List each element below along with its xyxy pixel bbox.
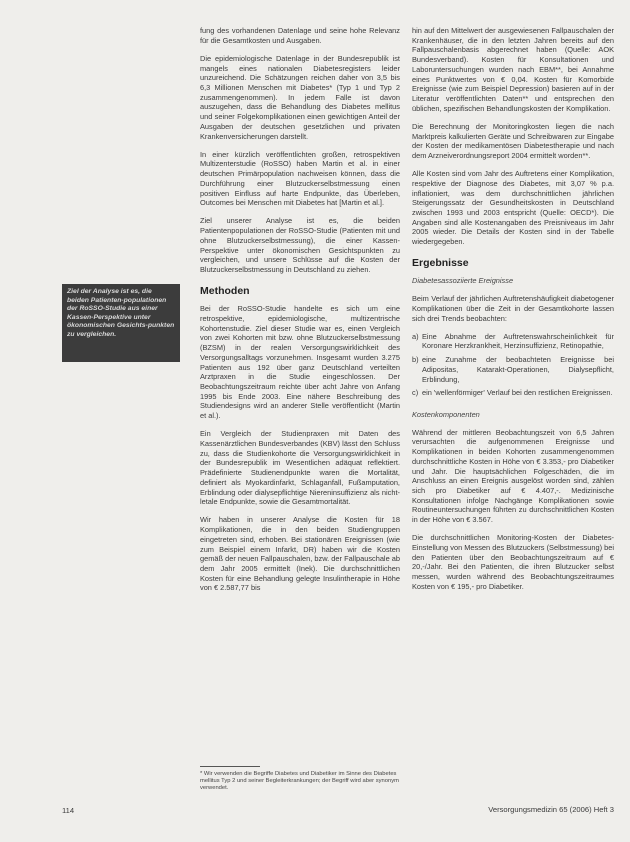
right-paragraph-2: Die Berechnung der Monitoringkosten liegen die nach Marktpreis kalkulierten Geräte und Schreibwaren zur Eingabe der Kosten der medikamentösen Diabetestherapie und nach dem Arzneiverordnungsreport 2004 ermittelt worden**.	[412, 121, 614, 160]
list-item-text: ein 'wellenförmiger' Verlauf bei den restlichen Ereignissen.	[422, 388, 613, 398]
subheading-cost-components: Kostenkomponenten	[412, 410, 480, 419]
right-column	[412, 26, 614, 591]
page-number: 114	[62, 806, 75, 815]
journal-footer: Versorgungsmedizin 65 (2006) Heft 3	[488, 805, 614, 814]
right-paragraph-3: Alle Kosten sind vom Jahr des Auftretens einer Komplikation, respektive der Diagnose des Diabetes, mit 3,07 % p.a. inflationiert, was dem durchschnittlichen jährlichen Steigerungssatz der Gesundheitskosten in Deutschland zwischen 1993 und 2003 entspricht (Quelle: OECD*). Die Angaben sind alle Kostenangaben des Preisniveaus im Jahr 2005 wieder. Die Details der Kosten sind in der Tabelle wiedergegeben.	[412, 169, 614, 247]
heading-methoden: Methoden	[200, 284, 250, 297]
left-paragraph-1: fung des vorhandenen Datenlage und seine hohe Relevanz für die Gesamtkosten und Ausgaben.	[200, 26, 400, 45]
left-paragraph-7: Wir haben in unserer Analyse die Kosten für 18 Komplikationen, die in den beiden Studiengruppen eingetreten sind, erhoben. Bei stationären Ereignissen (wie zum Beispiel einem Infarkt, DR) haben wir die Kosten gemäß der neuen Fallpauschalen, bzw. der Fallpauschale ab dem Jahr 2005 ermittelt (Inek). Die durchschnittlichen Kosten für eine Behandlung gelegte Insulintherapie in Höhe von € 2.587,77 bis	[200, 515, 400, 593]
list-item-text: Eine Abnahme der Auftretenswahrscheinlichkeit für Koronare Herzkrankheit, Herzinsuffizienz, Retinopathie,	[422, 331, 614, 351]
list-item	[412, 332, 614, 351]
list-marker: b)	[412, 355, 419, 365]
left-column	[200, 26, 400, 593]
right-paragraph-6: Die durchschnittlichen Monitoring-Kosten der Diabetes-Einstellung von Messen des Blutzuckers (Selbstmessung) bei den Patienten über den Beobachtungszeitraum auf € 20,-/Jahr. Bei den Patienten, die ihren Blutzucker selbst messen, wurden während des Beobachtungszeitraumes Kosten von € 195,- pro Diabetiker.	[412, 533, 614, 591]
sidebar-callout	[62, 284, 180, 362]
left-paragraph-6: Ein Vergleich der Studienpraxen mit Daten des Kassenärztlichen Bundesverbandes (KBV) lässt den Schluss zu, dass die Studienkohorte die Versorgungswirklichkeit in der Bundesrepublik im Wesentlichen adäquat reflektiert. Prädefinierte Studienendpunkte waren die Mortalität, definiert als Myokardinfarkt, Schlaganfall, Fußamputation, Erblindung oder dialysepflichtige Niereninsuffizienz als nicht-letale Endpunkte, sowie die Gesamtmortalität.	[200, 429, 400, 507]
right-paragraph-4: Beim Verlauf der jährlichen Auftretenshäufigkeit diabetogener Komplikationen über die Zeit in der Gesamtkohorte lassen sich drei Trends beobachten:	[412, 294, 614, 323]
left-paragraph-3: In einer kürzlich veröffentlichten großen, retrospektiven Multizenterstudie (RoSSO) haben Martin et al. in einer deutschen Primärpopulation nachweisen können, dass die Durchführung einer Blutzuckerselbstmessung einen positiven Einfluss auf harte Endpunkte, das Überleben, Outcomes bei Menschen mit Diabetes hat [Martin et al.].	[200, 149, 400, 208]
list-item-text: eine Zunahme der beobachteten Ereignisse bei Adipositas, Katarakt-Operationen, Dialysepflicht, Erblindung,	[422, 355, 614, 384]
list-marker: c)	[412, 388, 419, 398]
right-paragraph-1: hin auf den Mittelwert der ausgewiesenen Fallpauschalen der Krankenhäuser, die in den letzten Jahren bereits auf den Fallpauschalenbasis abgerechnet haben (Quelle: AOK Bundesverband). Kosten für Konsultationen und Laboruntersuchungen wurden nach EBM**, bei Annahme eines Punktwertes von € 0,04. Kosten für Komorbide Ereignisse (wie zum Beispiel Depression) basieren auf in der Literatur veröffentlichten Daten** und entsprechen den üblichen, spezifischen Behandlungskosten der Komplikation.	[412, 26, 614, 113]
left-paragraph-2: Die epidemiologische Datenlage in der Bundesrepublik ist mangels eines nationalen Diabetesregisters leider unzureichend. Die Schätzungen reichen daher von 3,5 bis 6,3 Millionen Menschen mit Diabetes* (Typ 1 und Typ 2 zusammengenommen). In jedem Falle ist davon auszugehen, dass die Behandlung des Diabetes mellitus und seiner Folgekomplikationen einen gewichtigen Anteil der Ausgaben der deutschen gesetzlichen und privaten Krankenversicherungen darstellt.	[200, 53, 400, 141]
sidebar-callout-text: Ziel der Analyse ist es, die beiden Patienten-populationen der RoSSO-Studie aus einer Kassen-Perspektive unter ökonomischen Gesichts-punkten zu vergleichen.	[67, 288, 175, 338]
footnote: * Wir verwenden die Begriffe Diabetes und Diabetiker im Sinne des Diabetes mellitus Typ 2 und seiner Begleiterkrankungen; der Begriff wird aber synonym verwendet.	[200, 771, 399, 791]
heading-ergebnisse: Ergebnisse	[412, 256, 469, 269]
list-item	[412, 388, 614, 398]
findings-list	[412, 332, 614, 398]
footnote-divider	[200, 766, 260, 767]
left-paragraph-5: Bei der RoSSO-Studie handelte es sich um eine retrospektive, epidemiologische, multizentrische Kohortenstudie. Ziel dieser Studie war es, einen Vergleich von zwei Kohorten mit bzw. ohne Blutzuckerselbstmessung (BZSM) in der realen Versorgungswirklichkeit des Versorgungsalltags vorzunehmen. Insgesamt wurden 3.275 Patienten aus 192 über ganz Deutschland verteilten Arztpraxen in die Studie eingeschlossen. Der Beobachtungszeitraum reichte über acht Jahre von Anfang 1995 bis Ende 2003. Eine nähere Beschreibung des Studiendesigns wird an anderer Stelle veröffentlicht (Martin et al.).	[200, 304, 400, 421]
list-marker: a)	[412, 331, 419, 341]
right-paragraph-5: Während der mittleren Beobachtungszeit von 6,5 Jahren verursachten die aufgenommenen Ereignisse und Komplikationen in beiden Kohorten zusammengenommen durchschnittliche Kosten in Höhe von € 3.353,- pro Diabetiker und Jahr. Die hauptsächlichen Folgeschäden, die im Anschluss an einen Ereignis ausgelöst worden sind, zählen sich pro Diabetiker auf € 4.407,-. Medizinische Konsultationen infolge Nachgänge Komplikationen sowie Routineuntersuchungen führten zu durchschnittlichen Kosten in der Höhe von € 3.567.	[412, 427, 614, 525]
list-item	[412, 355, 614, 384]
subheading-diabetes-events: Diabetesassoziierte Ereignisse	[412, 276, 514, 286]
left-paragraph-4: Ziel unserer Analyse ist es, die beiden Patientenpopulationen der RoSSO-Studie (Patienten mit und ohne Blutzuckerselbstmessung), die einer Kassen-Perspektive unter ökonomischen Gesichtspunkten zu vergleichen, und unsere Schlüsse auf die Kosten der Blutzuckerselbstmessung in Deutschland zu ziehen.	[200, 216, 400, 274]
